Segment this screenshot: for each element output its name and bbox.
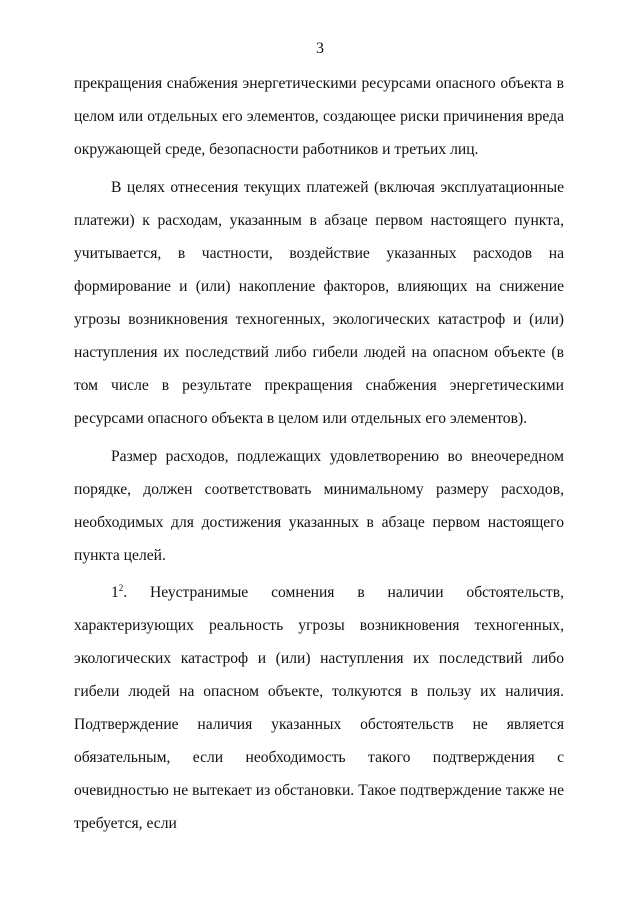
paragraph-continuation: прекращения снабжения энергетическими ресурсами опасного объекта в целом или отдельных его элементов, создающее риски причинения вреда окружающей среде, безопасности работников и третьих лиц. <box>74 75 564 158</box>
item-number: 1 <box>111 584 119 601</box>
document-body <box>74 67 564 840</box>
item-number-superscript: 2 <box>118 583 124 593</box>
paragraph-current-payments: В целях отнесения текущих платежей (включая эксплуатационные платежи) к расходам, указанным в абзаце первом настоящего пункта, учитывается, в частности, воздействие указанных расходов на формирование и (или) накопление факторов, влияющих на снижение угрозы возникновения техногенных, экологических катастроф и (или) наступления их последствий либо гибели людей на опасном объекте (в том числе в результате прекращения снабжения энергетическими ресурсами опасного объекта в целом или отдельных его элементов). <box>74 179 564 427</box>
paragraph-item-1-2 <box>74 576 564 840</box>
paragraph-expense-size: Размер расходов, подлежащих удовлетворению во внеочередном порядке, должен соответствовать минимальному размеру расходов, необходимых для достижения указанных в абзаце первом настоящего пункта целей. <box>74 448 564 564</box>
item-text: . Неустранимые сомнения в наличии обстоятельств, характеризующих реальность угрозы возникновения техногенных, экологических катастроф и (или) наступления их последствий либо гибели людей на опасном объекте, толкуются в пользу их наличия. Подтверждение наличия указанных обстоятельств не является обязательным, если необходимость такого подтверждения с очевидностью не вытекает из обстановки. Такое подтверждение также не требуется, если <box>74 584 564 832</box>
page-number: 3 <box>316 40 324 57</box>
